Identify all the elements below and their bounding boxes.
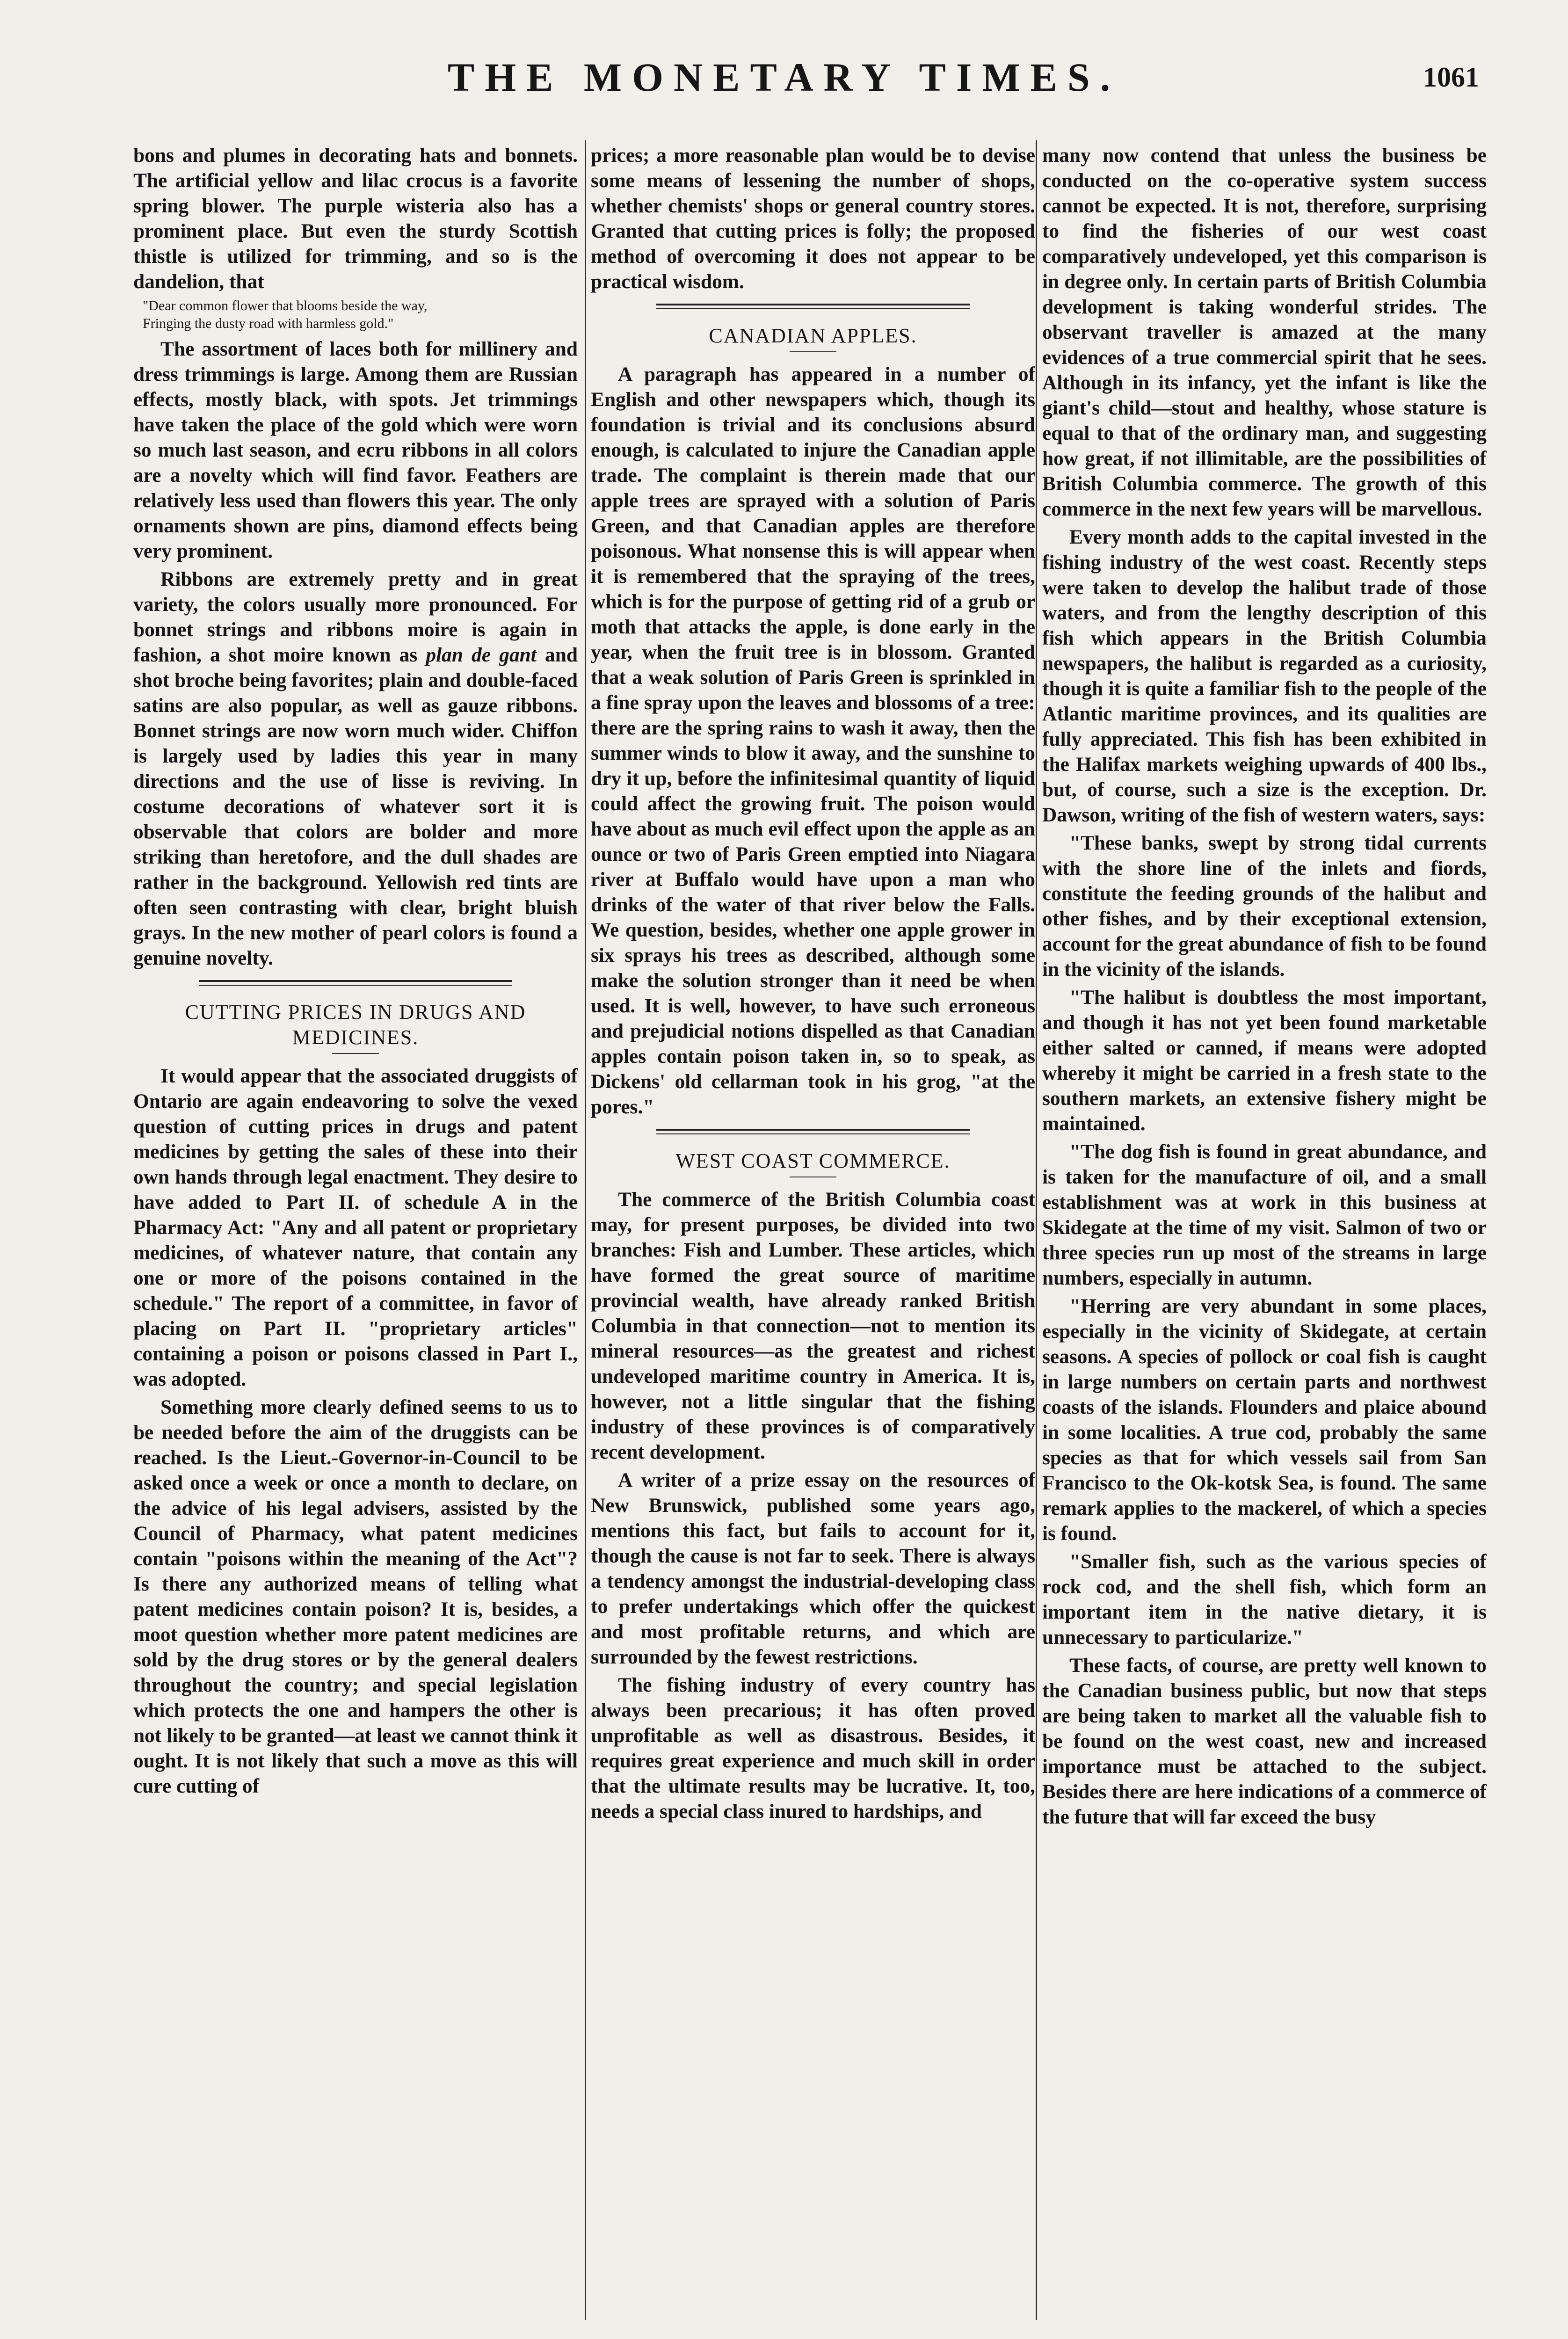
paragraph: "The halibut is doubtless the most important, and though it has not yet been found marketable either salted or canned, if means were adopted whereby it might be carried in a fresh state to the southern markets, an extensive fishery might be maintained. bbox=[1042, 986, 1487, 1135]
paragraph: These facts, of course, are pretty well known to the Canadian business public, but now that steps are being taken to market all the valuable fish to be found on the west coast, new and increased importance must be attached to the subject. Besides there are here indications of a commerce of the future that will far exceed the busy bbox=[1042, 1654, 1487, 1828]
paragraph bbox=[133, 567, 578, 971]
paragraph: "The dog fish is found in great abundance, and is taken for the manufacture of oil, and a small establishment was at work in this business at Skidegate at the time of my visit. Salmon of two or three species run up most of the streams in large numbers, especially in autumn. bbox=[1042, 1140, 1487, 1289]
paragraph: The fishing industry of every country has always been precarious; it has often proved unprofitable as well as disastrous. Besides, it requires great experience and much skill in order that the ultimate results may be lucrative. It, too, needs a special class inured to hardships, and bbox=[591, 1674, 1035, 1823]
heading-rule bbox=[332, 1053, 379, 1054]
paragraph: It would appear that the associated druggists of Ontario are again endeavoring to solve the vexed question of cutting prices in drugs and patent medicines by getting the sales of these into their own hands through legal enactment. They desire to have added to Part II. of schedule A in the Pharmacy Act: "Any and all patent or proprietary medicines, of whatever nature, that contain any one or more of the poisons contained in the schedule." The report of a committee, in favor of placing on Part II. "proprietary articles" containing a poison or poisons classed in Part I., was adopted. bbox=[133, 1065, 578, 1390]
publication-title: THE MONETARY TIMES. bbox=[447, 55, 1121, 100]
section-rule bbox=[656, 304, 970, 309]
section-heading: CUTTING PRICES IN DRUGS AND MEDICINES. bbox=[185, 1001, 526, 1049]
paragraph: bons and plumes in decorating hats and bonnets. The artificial yellow and lilac crocus is a favorite spring blower. The purple wisteria also has a prominent place. But even the sturdy Scottish thistle is utilized for trimming, and so is the dandelion, that bbox=[133, 144, 578, 293]
paragraph: A writer of a prize essay on the resources of New Brunswick, published some years ago, mentions this fact, but fails to account for it, though the cause is not far to seek. There is always a tendency amongst the industrial-developing class to prefer undertakings which offer the quickest and most profitable returns, and which are surrounded by the fewest restrictions. bbox=[591, 1469, 1035, 1668]
section-rule bbox=[656, 1129, 970, 1134]
paragraph: many now contend that unless the business be conducted on the co-operative system success cannot be expected. It is not, therefore, surprising to find the fisheries of our west coast comparatively undeveloped, yet this comparison is in degree only. In certain parts of British Columbia development is taking wonderful strides. The observant traveller is amazed at the many evidences of a true commercial spirit that he sees. Although in its infancy, yet the infant is like the giant's child—stout and healthy, whose stature is equal to that of the ordinary man, and suggesting how great, if not illimitable, are the possibilities of British Columbia commerce. The growth of this commerce in the next few years will be marvellous. bbox=[1042, 144, 1487, 520]
page-number: 1061 bbox=[1423, 62, 1479, 93]
verse-quote-line: "Dear common flower that blooms beside the way, bbox=[143, 298, 428, 313]
paragraph: Every month adds to the capital invested in the fishing industry of the west coast. Recently steps were taken to develop the halibut trade of those waters, and from the lengthy description of this fish which appears in the British Columbia newspapers, the halibut is regarded as a curiosity, though it is quite a familiar fish to the people of the Atlantic maritime provinces, and its qualities are fully appreciated. This fish has been exhibited in the Halifax markets weighing upwards of 400 lbs., but, of course, such a size is the exception. Dr. Dawson, writing of the fish of western waters, says: bbox=[1042, 526, 1487, 826]
heading-rule bbox=[790, 351, 836, 352]
column-3 bbox=[1042, 143, 1487, 2313]
paragraph: A paragraph has appeared in a number of English and other newspapers which, though its foundation is trivial and its conclusions absurd enough, is calculated to injure the Canadian apple trade. The complaint is therein made that our apple trees are sprayed with a solution of Paris Green, and that Canadian apples are therefore poisonous. What nonsense this is will appear when it is remembered that the spraying of the trees, which is for the purpose of getting rid of a grub or moth that attacks the apple, is done early in the year, when the fruit tree is in blossom. Granted that a weak solution of Paris Green is sprinkled in a fine spray upon the leaves and blossoms of a tree: there are the spring rains to wash it away, then the summer winds to blow it away, and the sunshine to dry it up, before the infinitesimal quantity of liquid could affect the growing fruit. The poison would have about as much evil effect upon the apple as an ounce or two of Paris Green emptied into Niagara river at Buffalo would have upon a man who drinks of the water of that river below the Falls. We question, besides, whether one apple grower in six sprays his trees as described, although some make the solution stronger than it need be when used. It is well, however, to have such erroneous and prejudicial notions dispelled as that Canadian apples contain poison taken in, so to speak, as Dickens' old cellarman took in his grog, "at the pores." bbox=[591, 363, 1035, 1118]
section-rule bbox=[199, 980, 512, 986]
paragraph: "Herring are very abundant in some places, especially in the vicinity of Skidegate, at certain seasons. A species of pollock or coal fish is caught in large numbers on certain parts and northwest coasts of the islands. Flounders and plaice abound in some localities. A true cod, probably the same species as that for which vessels sail from San Francisco to the Ok-kotsk Sea, is found. The same remark applies to the mackerel, of which a species is found. bbox=[1042, 1295, 1487, 1545]
paragraph-text: Ribbons are extremely pretty and in great variety, the colors usually more pronounced. For bonnet strings and ribbons moire is again in fashion, a shot moire known as bbox=[133, 568, 578, 666]
paragraph: The commerce of the British Columbia coast may, for present purposes, be divided into two branches: Fish and Lumber. These articles, which have formed the great source of maritime provincial wealth, have already ranked British Columbia in that connection—not to mention its mineral resources—as the greatest and richest undeveloped maritime country in America. It is, however, not a little singular that the fishing industry of these provinces is of comparatively recent development. bbox=[591, 1188, 1035, 1463]
paragraph: "Smaller fish, such as the various species of rock cod, and the shell fish, which form an important item in the native dietary, it is unnecessary to particularize." bbox=[1042, 1550, 1487, 1649]
paragraph: prices; a more reasonable plan would be to devise some means of lessening the number of shops, whether chemists' shops or general country stores. Granted that cutting prices is folly; the proposed method of overcoming it does not appear to be practical wisdom. bbox=[591, 144, 1035, 293]
column-1 bbox=[133, 143, 578, 2313]
column-divider-2 bbox=[1036, 140, 1037, 2320]
verse-quote-line: Fringing the dusty road with harmless gold." bbox=[143, 316, 394, 331]
paragraph: "These banks, swept by strong tidal currents with the shore line of the inlets and fiords, constitute the feeding grounds of the halibut and other fishes, and by their exceptional extension, account for the great abundance of fish to be found in the vicinity of the islands. bbox=[1042, 832, 1487, 981]
masthead bbox=[0, 51, 1568, 145]
paragraph-text: and shot broche being favorites; plain and double-faced satins are also popular, as well as gauze ribbons. Bonnet strings are now worn much wider. Chiffon is largely used by ladies this year in many directions and the use of lisse is reviving. In costume decorations of whatever sort it is observable that colors are bolder and more striking than heretofore, and the dull shades are rather in the background. Yellowish red tints are often seen contrasting with clear, bright bluish grays. In the new mother of pearl colors is found a genuine novelty. bbox=[133, 644, 578, 969]
column-2 bbox=[591, 143, 1035, 2313]
column-divider-1 bbox=[585, 140, 586, 2320]
paragraph: The assortment of laces both for millinery and dress trimmings is large. Among them are Russian effects, mostly black, with spots. Jet trimmings have taken the place of the gold which were worn so much last season, and ecru ribbons in all colors are a novelty which will find favor. Feathers are relatively less used than flowers this year. The only ornaments shown are pins, diamond effects being very prominent. bbox=[133, 338, 578, 562]
paragraph-italic-text: plan de gant bbox=[426, 644, 537, 666]
paragraph: Something more clearly defined seems to us to be needed before the aim of the druggists can be reached. Is the Lieut.-Governor-in-Council to be asked once a week or once a month to declare, on the advice of his legal advisers, assisted by the Council of Pharmacy, what patent medicines contain "poisons within the meaning of the Act"? Is there any authorized means of telling what patent medicines contain poison? It is, besides, a moot question whether more patent medicines are sold by the drug stores or by the general dealers throughout the country; and special legislation which protects the one and hampers the other is not likely to be granted—at least we cannot think it ought. It is not likely that such a move as this will cure cutting of bbox=[133, 1396, 578, 1797]
section-heading: CANADIAN APPLES. bbox=[709, 324, 917, 347]
section-heading: WEST COAST COMMERCE. bbox=[675, 1149, 951, 1172]
